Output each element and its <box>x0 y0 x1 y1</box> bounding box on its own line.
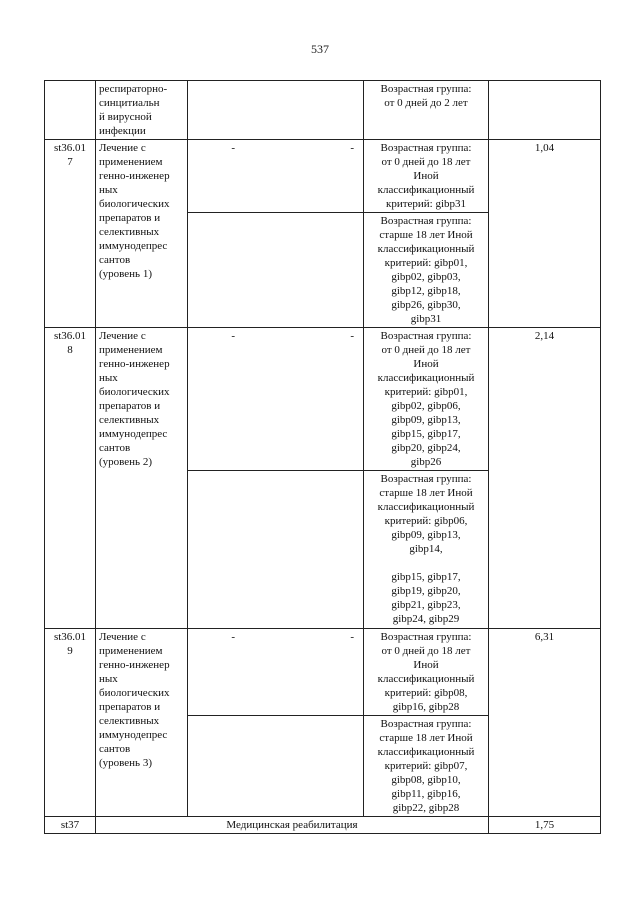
criteria-cell: Возрастная группа: от 0 дней до 18 лет Иной классификационный критерий: gibp01, gibp02, gibp06, gibp09, gibp13, gibp15, gibp17, gibp20, gibp24, gibp26 <box>364 328 489 471</box>
coef-cell: 2,14 <box>489 328 601 629</box>
code-cell: st36.01 7 <box>45 140 96 328</box>
dash-cell: - - <box>188 328 364 471</box>
criteria-cell: Возрастная группа: старше 18 лет Иной классификационный критерий: gibp06, gibp09, gibp13, gibp14, gibp15, gibp17, gibp19, gibp20, gibp21, gibp23, gibp24, gibp29 <box>364 471 489 629</box>
coef-cell: 1,04 <box>489 140 601 328</box>
criteria-cell: Возрастная группа: старше 18 лет Иной классификационный критерий: gibp07, gibp08, gibp10, gibp11, gibp16, gibp22, gibp28 <box>364 716 489 817</box>
section-title: Медицинская реабилитация <box>96 817 489 834</box>
empty-cell <box>188 81 364 140</box>
ksg-table <box>44 80 601 834</box>
page-number: 537 <box>311 42 329 56</box>
criteria-cell: Возрастная группа: от 0 дней до 18 лет Иной классификационный критерий: gibp31 <box>364 140 489 213</box>
coef-cell <box>489 81 601 140</box>
code-cell: st37 <box>45 817 96 834</box>
criteria-cell: Возрастная группа: от 0 дней до 2 лет <box>364 81 489 140</box>
empty-cell <box>188 213 364 328</box>
criteria-cell: Возрастная группа: старше 18 лет Иной классификационный критерий: gibp01, gibp02, gibp03, gibp12, gibp18, gibp26, gibp30, gibp31 <box>364 213 489 328</box>
empty-cell <box>188 716 364 817</box>
code-cell: st36.01 9 <box>45 629 96 817</box>
dash-cell: - - <box>188 629 364 716</box>
name-cell: Лечение с применением генно-инженер ных биологических препаратов и селективных иммунодепрес сантов (уровень 1) <box>96 140 188 328</box>
name-cell: Лечение с применением генно-инженер ных биологических препаратов и селективных иммунодепрес сантов (уровень 3) <box>96 629 188 817</box>
empty-cell <box>188 471 364 629</box>
code-cell: st36.01 8 <box>45 328 96 629</box>
table-row-continuation <box>45 81 601 140</box>
dash-cell: - - <box>188 140 364 213</box>
coef-cell: 1,75 <box>489 817 601 834</box>
name-cell: респираторно- синцитиальн й вирусной инфекции <box>96 81 188 140</box>
table-row-st36018 <box>45 328 601 471</box>
criteria-cell: Возрастная группа: от 0 дней до 18 лет Иной классификационный критерий: gibp08, gibp16, gibp28 <box>364 629 489 716</box>
code-cell <box>45 81 96 140</box>
table-row-st36017 <box>45 140 601 213</box>
table-row-st37 <box>45 817 601 834</box>
table-row-st36019 <box>45 629 601 716</box>
coef-cell: 6,31 <box>489 629 601 817</box>
name-cell: Лечение с применением генно-инженер ных биологических препаратов и селективных иммунодепрес сантов (уровень 2) <box>96 328 188 629</box>
